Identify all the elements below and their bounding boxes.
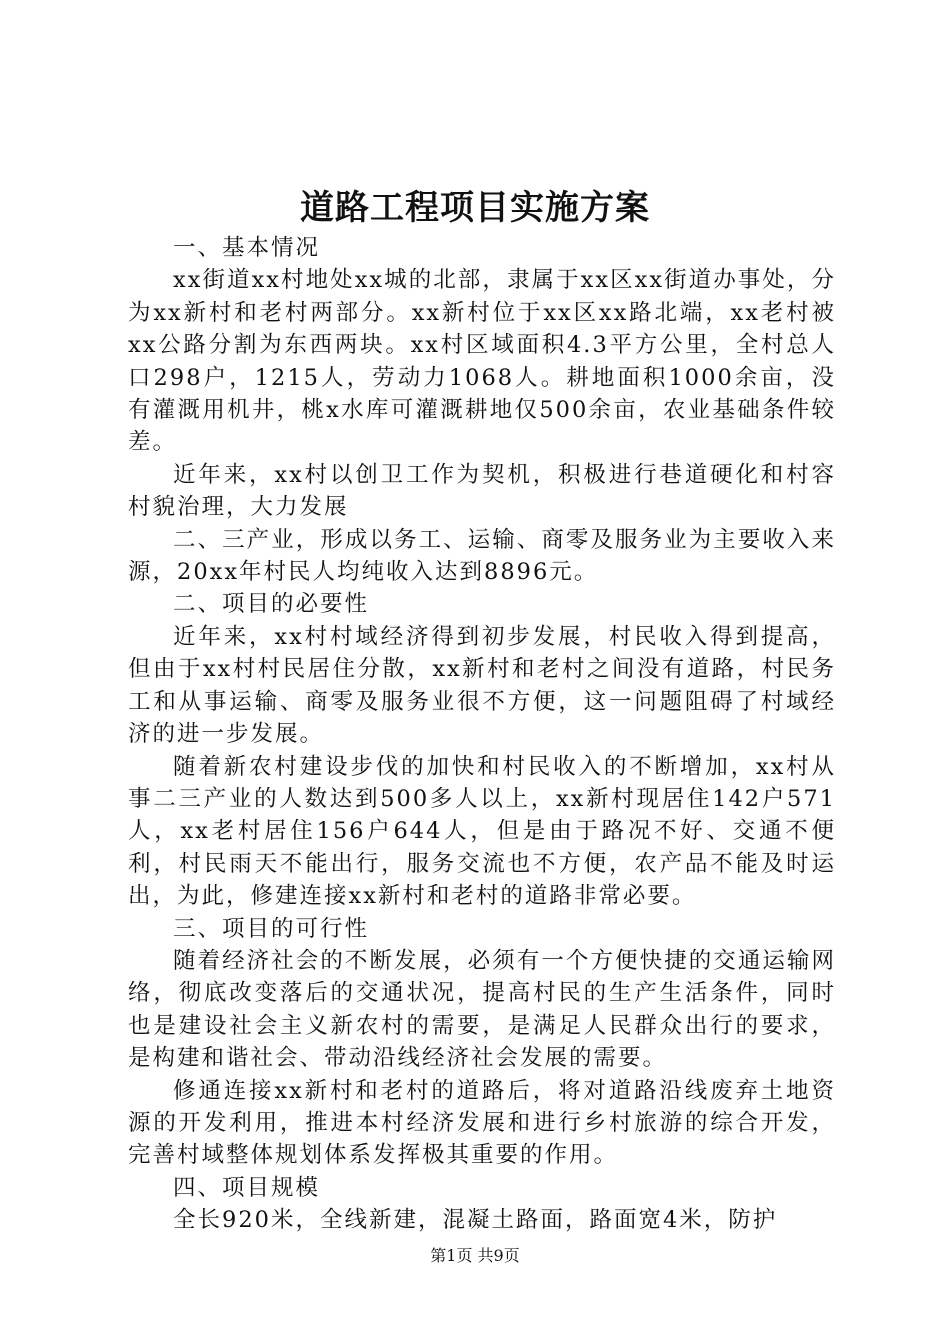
section-heading-feasibility: 三、项目的可行性 (173, 915, 370, 942)
paragraph-industries: 二、三产业，形成以务工、运输、商零及服务业为主要收入来源，20xx年村民人均纯收入达到8896元。 (128, 526, 836, 586)
paragraph-scale: 全长920米，全线新建，混凝土路面，路面宽4米，防护 (173, 1207, 778, 1234)
paragraph-recent-years: 近年来，xx村以创卫工作为契机，积极进行巷道硬化和村容村貌治理，大力发展 (128, 461, 836, 521)
document-body (128, 232, 836, 1237)
document-title: 道路工程项目实施方案 (300, 188, 650, 228)
paragraph-basic-info: xx街道xx村地处xx城的北部，隶属于xx区xx街道办事处，分为xx新村和老村两部分。xx新村位于xx区xx路北端，xx老村被xx公路分割为东西两块。xx村区域面积4.3平方公里，全村总人口298户，1215人，劳动力1068人。耕地面积1000余亩，没有灌溉用机井，桃x水库可灌溉耕地仅500余亩，农业基础条件较差。 (128, 267, 836, 456)
section-heading-scale: 四、项目规模 (173, 1174, 321, 1201)
paragraph-necessity-2: 随着新农村建设步伐的加快和村民收入的不断增加，xx村从事二三产业的人数达到500多人以上，xx新村现居住142户571人，xx老村居住156户644人，但是由于路况不好、交通不便利，村民雨天不能出行，服务交流也不方便，农产品不能及时运出，为此，修建连接xx新村和老村的道路非常必要。 (128, 753, 836, 910)
paragraph-feasibility-1: 随着经济社会的不断发展，必须有一个方便快捷的交通运输网络，彻底改变落后的交通状况，提高村民的生产生活条件，同时也是建设社会主义新农村的需要，是满足人民群众出行的要求，是构建和谐社会、带动沿线经济社会发展的需要。 (128, 947, 836, 1072)
paragraph-necessity-1: 近年来，xx村村域经济得到初步发展，村民收入得到提高，但由于xx村村民居住分散，xx新村和老村之间没有道路，村民务工和从事运输、商零及服务业很不方便，这一问题阻碍了村域经济的进一步发展。 (128, 623, 836, 748)
section-heading-necessity: 二、项目的必要性 (173, 591, 370, 618)
paragraph-feasibility-2: 修通连接xx新村和老村的道路后，将对道路沿线废弃土地资源的开发利用，推进本村经济发展和进行乡村旅游的综合开发，完善村域整体规划体系发挥极其重要的作用。 (128, 1077, 836, 1169)
page-number-footer: 第1页 共9页 (430, 1246, 520, 1265)
section-heading-basic-info: 一、基本情况 (173, 235, 321, 261)
